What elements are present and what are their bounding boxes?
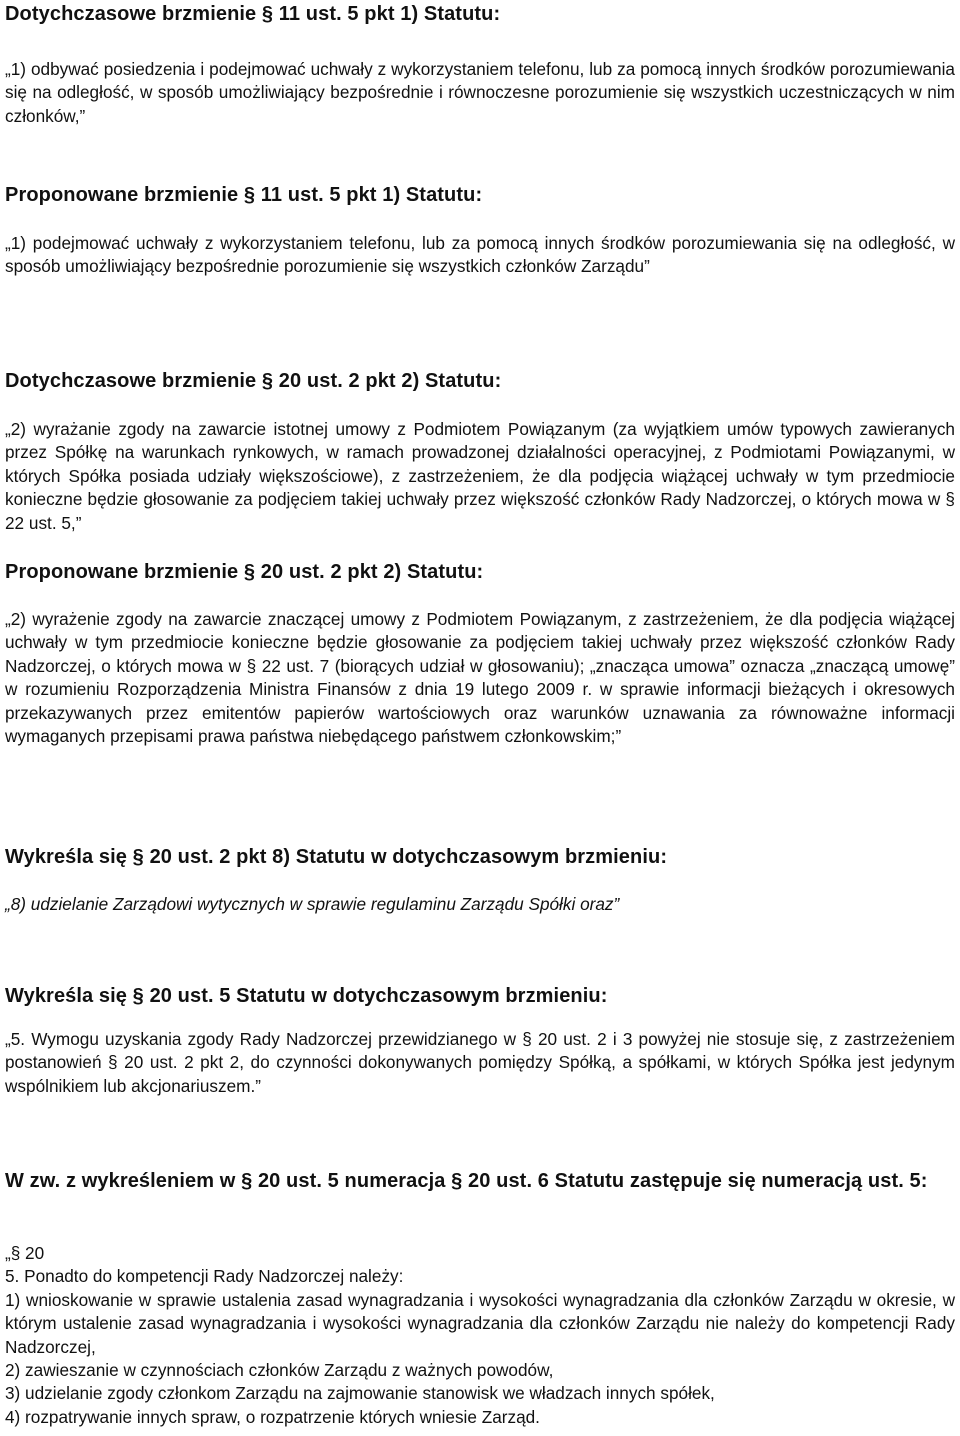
section-marker: „§ 20 <box>5 1243 45 1263</box>
list-item-2: 2) zawieszanie w czynnościach członków Zarządu z ważnych powodów, <box>5 1360 554 1381</box>
paragraph-delete-20-5: „5. Wymogu uzyskania zgody Rady Nadzorczej przewidzianego w § 20 ust. 2 i 3 powyżej nie stosuje się, z zastrzeżeniem postanowień § 20 ust. 2 pkt 2, do czynności dokonywanych pomiędzy Spółką, a spółkami, w których Spółka jest jedynym wspólnikiem lub akcjonariuszem.” <box>5 1029 955 1096</box>
intro-line: 5. Ponadto do kompetencji Rady Nadzorczej należy: <box>5 1266 404 1287</box>
heading-proposed-11-5-1: Proponowane brzmienie § 11 ust. 5 pkt 1) Statutu: <box>5 184 483 206</box>
list-item-1: 1) wnioskowanie w sprawie ustalenia zasad wynagradzania i wysokości wynagradzania dla członków Zarządu w okresie, w którym ustalenie zasad wynagradzania i wysokości wynagradzania dla członków Zarządu nie należy do kompetencji Rady Nadzorczej, <box>5 1289 955 1357</box>
heading-current-20-2-2: Dotychczasowe brzmienie § 20 ust. 2 pkt 2) Statutu: <box>5 370 502 392</box>
heading-renumbering: W zw. z wykreśleniem w § 20 ust. 5 numeracja § 20 ust. 6 Statutu zastępuje się numeracją ust. 5: <box>5 1170 928 1192</box>
heading-delete-20-2-8: Wykreśla się § 20 ust. 2 pkt 8) Statutu w dotychczasowym brzmieniu: <box>5 846 668 868</box>
paragraph-delete-20-2-8: „8) udzielanie Zarządowi wytycznych w sprawie regulaminu Zarządu Spółki oraz” <box>5 894 620 914</box>
paragraph-proposed-20-2-2: „2) wyrażenie zgody na zawarcie znaczącej umowy z Podmiotem Powiązanym, z zastrzeżeniem, że dla podjęcia wiążącej uchwały w tym przedmiocie konieczne będzie głosowanie za podjęciem takiej uchwały przez większość członków Rady Nadzorczej, o których mowa w § 22 ust. 7 (biorących udział w głosowaniu); „znacząca umowa” oznacza „znaczącą umowę” w rozumieniu Rozporządzenia Ministra Finansów z dnia 19 lutego 2009 r. w sprawie informacji bieżących i okresowych przekazywanych przez emitentów papierów wartościowych oraz warunków uznawania za równoważne informacji wymaganych przepisami prawa państwa niebędącego państwem członkowskim;” <box>5 609 955 747</box>
list-item-3: 3) udzielanie zgody członkom Zarządu na zajmowanie stanowisk we władzach innych spółek, <box>5 1383 715 1404</box>
list-item-4: 4) rozpatrywanie innych spraw, o rozpatrzenie których wniesie Zarząd. <box>5 1406 540 1427</box>
paragraph-current-11-5-1: „1) odbywać posiedzenia i podejmować uchwały z wykorzystaniem telefonu, lub za pomocą innych środków porozumiewania się na odległość, w sposób umożliwiający bezpośrednie i równoczesne porozumienie się wszystkich uczestniczących w nim członków,” <box>5 59 955 126</box>
paragraph-proposed-11-5-1: „1) podejmować uchwały z wykorzystaniem telefonu, lub za pomocą innych środków porozumiewania się na odległość, w sposób umożliwiający bezpośrednie porozumienie się wszystkich członków Zarządu” <box>5 233 955 277</box>
heading-delete-20-5: Wykreśla się § 20 ust. 5 Statutu w dotychczasowym brzmieniu: <box>5 985 608 1007</box>
paragraph-current-20-2-2: „2) wyrażanie zgody na zawarcie istotnej umowy z Podmiotem Powiązanym (za wyjątkiem umów typowych zawieranych przez Spółkę na warunkach rynkowych, w ramach prowadzonej działalności operacyjnej, z Podmiotami Powiązanymi, w których Spółka posiada udziały większościowe), z zastrzeżeniem, że dla podjęcia wiążącej uchwały w tym przedmiocie konieczne będzie głosowanie za podjęciem takiej uchwały przez większość członków Rady Nadzorczej, o których mowa w § 22 ust. 5,” <box>5 419 955 533</box>
paragraph-renumbered-20-5 <box>5 1242 955 1429</box>
heading-proposed-20-2-2: Proponowane brzmienie § 20 ust. 2 pkt 2) Statutu: <box>5 561 484 583</box>
heading-current-11-5-1: Dotychczasowe brzmienie § 11 ust. 5 pkt 1) Statutu: <box>5 3 501 25</box>
